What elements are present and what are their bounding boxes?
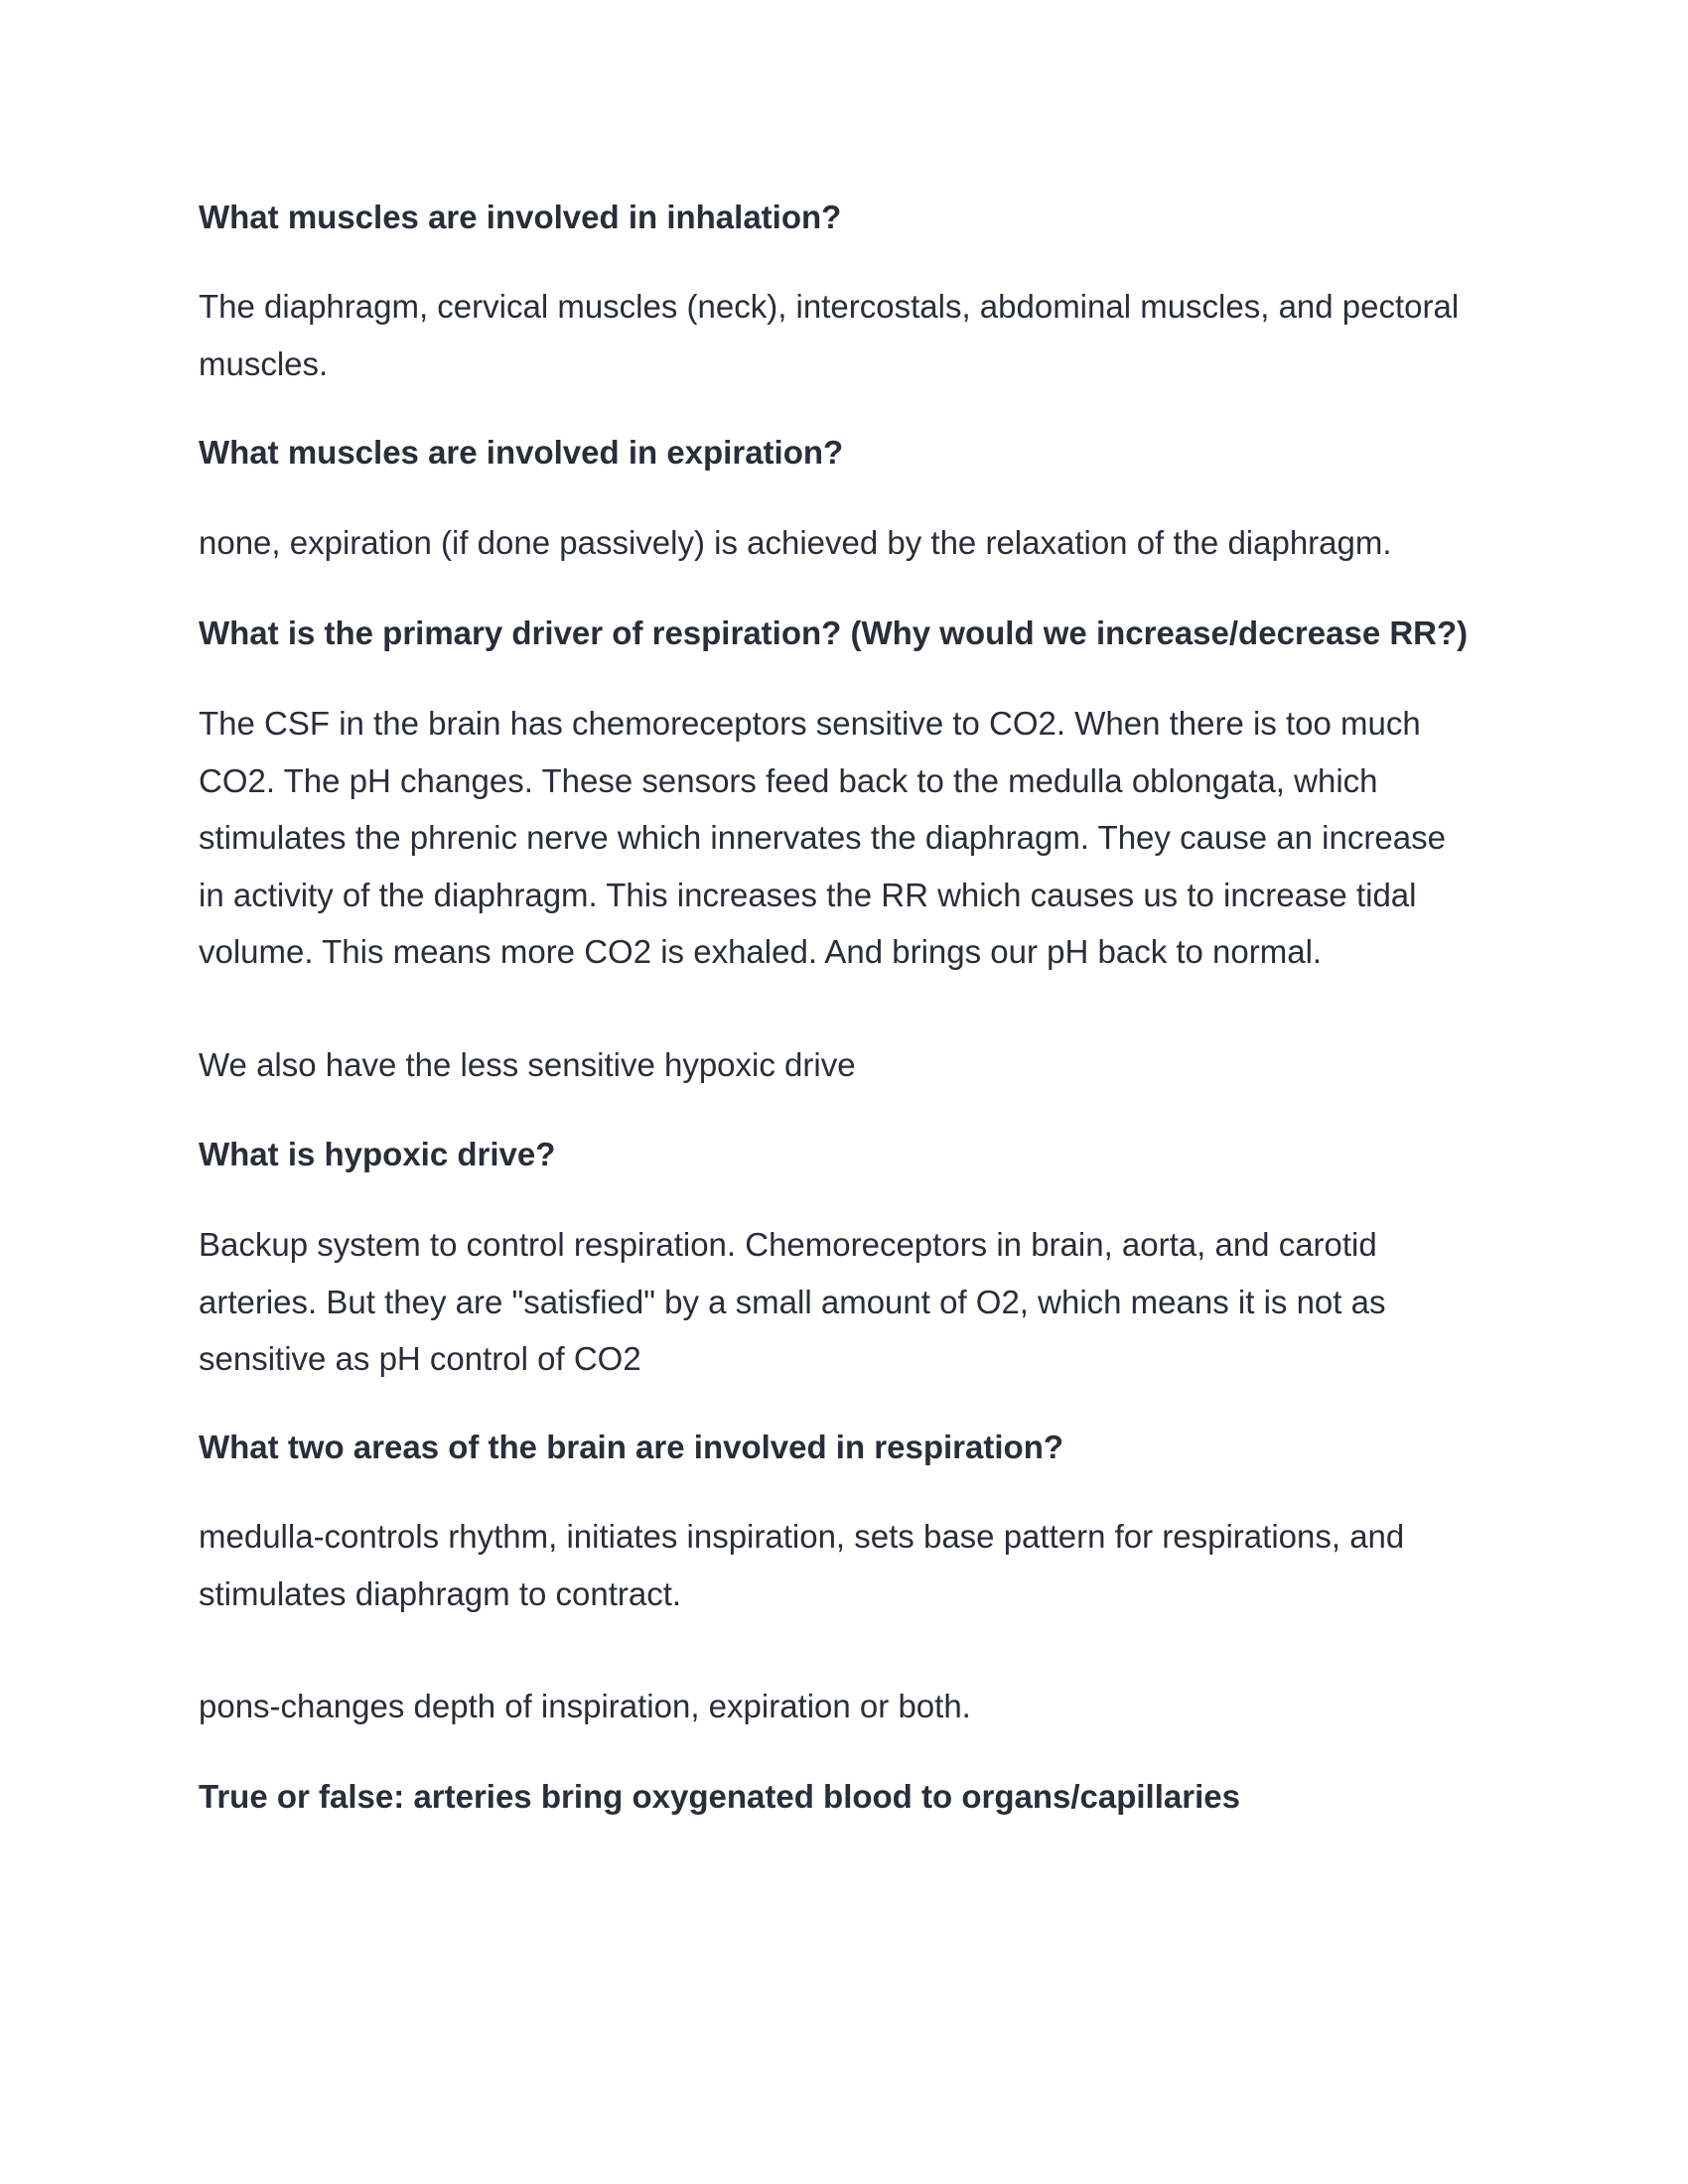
question-brain-areas: What two areas of the brain are involved in respiration? — [199, 1429, 1064, 1465]
question-arteries-true-false: True or false: arteries bring oxygenated blood to organs/capillaries — [199, 1778, 1240, 1815]
answer-inhalation-muscles: The diaphragm, cervical muscles (neck), intercostals, abdominal muscles, and pectoral muscles. — [199, 288, 1460, 382]
answer-respiration-driver: The CSF in the brain has chemoreceptors sensitive to CO2. When there is too much CO2. The pH changes. These sensors feed back to the medulla oblongata, which stimulates the phrenic nerve which innervates the diaphragm. They cause an increase in activity of the diaphragm. This increases the RR which causes us to increase tidal volume. This means more CO2 is exhaled. And brings our pH back to normal. — [199, 705, 1446, 970]
answer-hypoxic-drive: Backup system to control respiration. Chemoreceptors in brain, aorta, and carotid arteries. But they are "satisfied" by a small amount of O2, which means it is not as sensitive as pH control of CO2 — [199, 1226, 1386, 1377]
question-inhalation-muscles: What muscles are involved in inhalation? — [199, 199, 842, 235]
answer-brain-areas-extra: pons-changes depth of inspiration, expiration or both. — [199, 1688, 971, 1724]
question-expiration-muscles: What muscles are involved in expiration? — [199, 434, 844, 471]
answer-expiration-muscles: none, expiration (if done passively) is achieved by the relaxation of the diaphragm. — [199, 524, 1392, 561]
question-respiration-driver: What is the primary driver of respiration? (Why would we increase/decrease RR?) — [199, 614, 1469, 651]
question-hypoxic-drive: What is hypoxic drive? — [199, 1136, 556, 1172]
answer-brain-areas: medulla-controls rhythm, initiates inspiration, sets base pattern for respirations, and stimulates diaphragm to contract. — [199, 1518, 1405, 1612]
answer-respiration-driver-extra: We also have the less sensitive hypoxic drive — [199, 1046, 856, 1083]
